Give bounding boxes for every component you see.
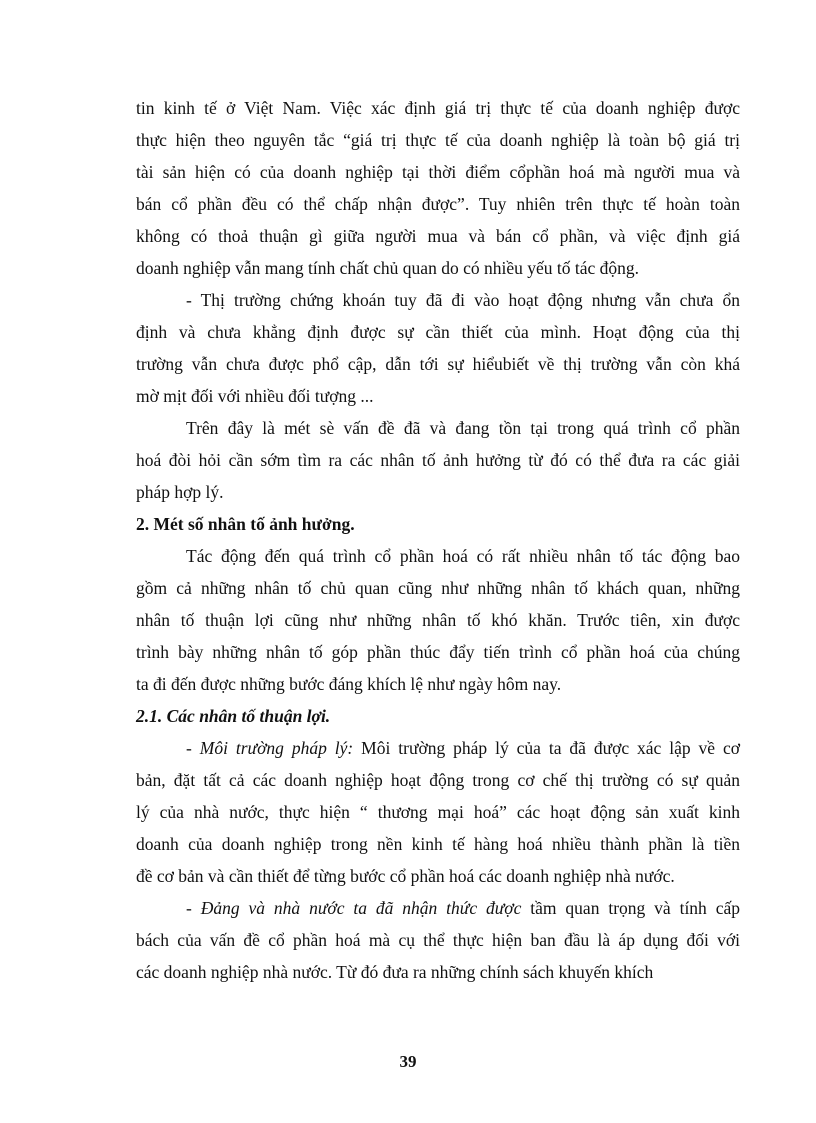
italic-lead: - Đảng và nhà nước ta đã nhận thức được (186, 898, 522, 918)
text-line: mờ mịt đối với nhiều đối tượng ... (136, 386, 374, 406)
text-line: gồm cả những nhân tố chủ quan cũng như những nhân tố khách quan, những (136, 578, 740, 598)
subsection-heading: 2.1. Các nhân tố thuận lợi. (136, 706, 331, 726)
text-line: ta đi đến được những bước đáng khích lệ như ngày hôm nay. (136, 674, 562, 694)
text-line: trình bày những nhân tố góp phần thúc đẩy tiến trình cổ phần hoá của chúng (136, 642, 740, 662)
document-body (136, 92, 740, 988)
text-line: trường vẫn chưa được phổ cập, dẫn tới sự hiểubiết về thị trường vẫn còn khá (136, 354, 740, 374)
text-line: hoá đòi hỏi cần sớm tìm ra các nhân tố ảnh hưởng từ đó có thể đưa ra các giải (136, 450, 740, 470)
text-line: bách của vấn đề cổ phần hoá mà cụ thể thực hiện ban đầu là áp dụng đối với (136, 930, 740, 950)
text-line: lý của nhà nước, thực hiện “ thương mại hoá” các hoạt động sản xuất kinh (136, 802, 740, 822)
italic-lead: - Môi trường pháp lý: (186, 738, 354, 758)
section-heading: 2. Mét số nhân tố ảnh hưởng. (136, 514, 355, 534)
text-line: nhân tố thuận lợi cũng như những nhân tố khó khăn. Trước tiên, xin được (136, 610, 740, 630)
text-line (136, 892, 740, 924)
page-number: 39 (399, 1052, 417, 1071)
text-line: tin kinh tế ở Việt Nam. Việc xác định giá trị thực tế của doanh nghiệp được (136, 98, 740, 118)
text-line: Tác động đến quá trình cổ phần hoá có rất nhiều nhân tố tác động bao (186, 546, 740, 566)
text-line: tài sản hiện có của doanh nghiệp tại thời điểm cổphần hoá mà người mua và (136, 162, 740, 182)
text-line: các doanh nghiệp nhà nước. Từ đó đưa ra những chính sách khuyến khích (136, 962, 654, 982)
text-line (136, 732, 740, 764)
text-line: định và chưa khẳng định được sự cần thiết của mình. Hoạt động của thị (136, 322, 740, 342)
text-line: doanh nghiệp vẫn mang tính chất chủ quan do có nhiều yếu tố tác động. (136, 258, 639, 278)
text-line: bản, đặt tất cả các doanh nghiệp hoạt động trong cơ chế thị trường có sự quản (136, 770, 740, 790)
text-rest: Môi trường pháp lý của ta đã được xác lập về cơ (353, 738, 741, 758)
text-line: bán cổ phần đều có thể chấp nhận được”. Tuy nhiên trên thực tế hoàn toàn (136, 194, 740, 214)
text-line: - Thị trường chứng khoán tuy đã đi vào hoạt động nhưng vẫn chưa ổn (186, 290, 740, 310)
text-line: không có thoả thuận gì giữa người mua và bán cổ phần, và việc định giá (136, 226, 740, 246)
text-line: thực hiện theo nguyên tắc “giá trị thực tế của doanh nghiệp là toàn bộ giá trị (136, 130, 740, 150)
text-line: doanh của doanh nghiệp trong nền kinh tế hàng hoá nhiều thành phần là tiền (136, 834, 740, 854)
text-line: pháp hợp lý. (136, 482, 224, 502)
text-rest: tầm quan trọng và tính cấp (521, 898, 740, 918)
text-line: Trên đây là mét sè vấn đề đã và đang tồn tại trong quá trình cổ phần (186, 418, 740, 438)
text-line: đề cơ bản và cần thiết để từng bước cổ phần hoá các doanh nghiệp nhà nước. (136, 866, 675, 886)
